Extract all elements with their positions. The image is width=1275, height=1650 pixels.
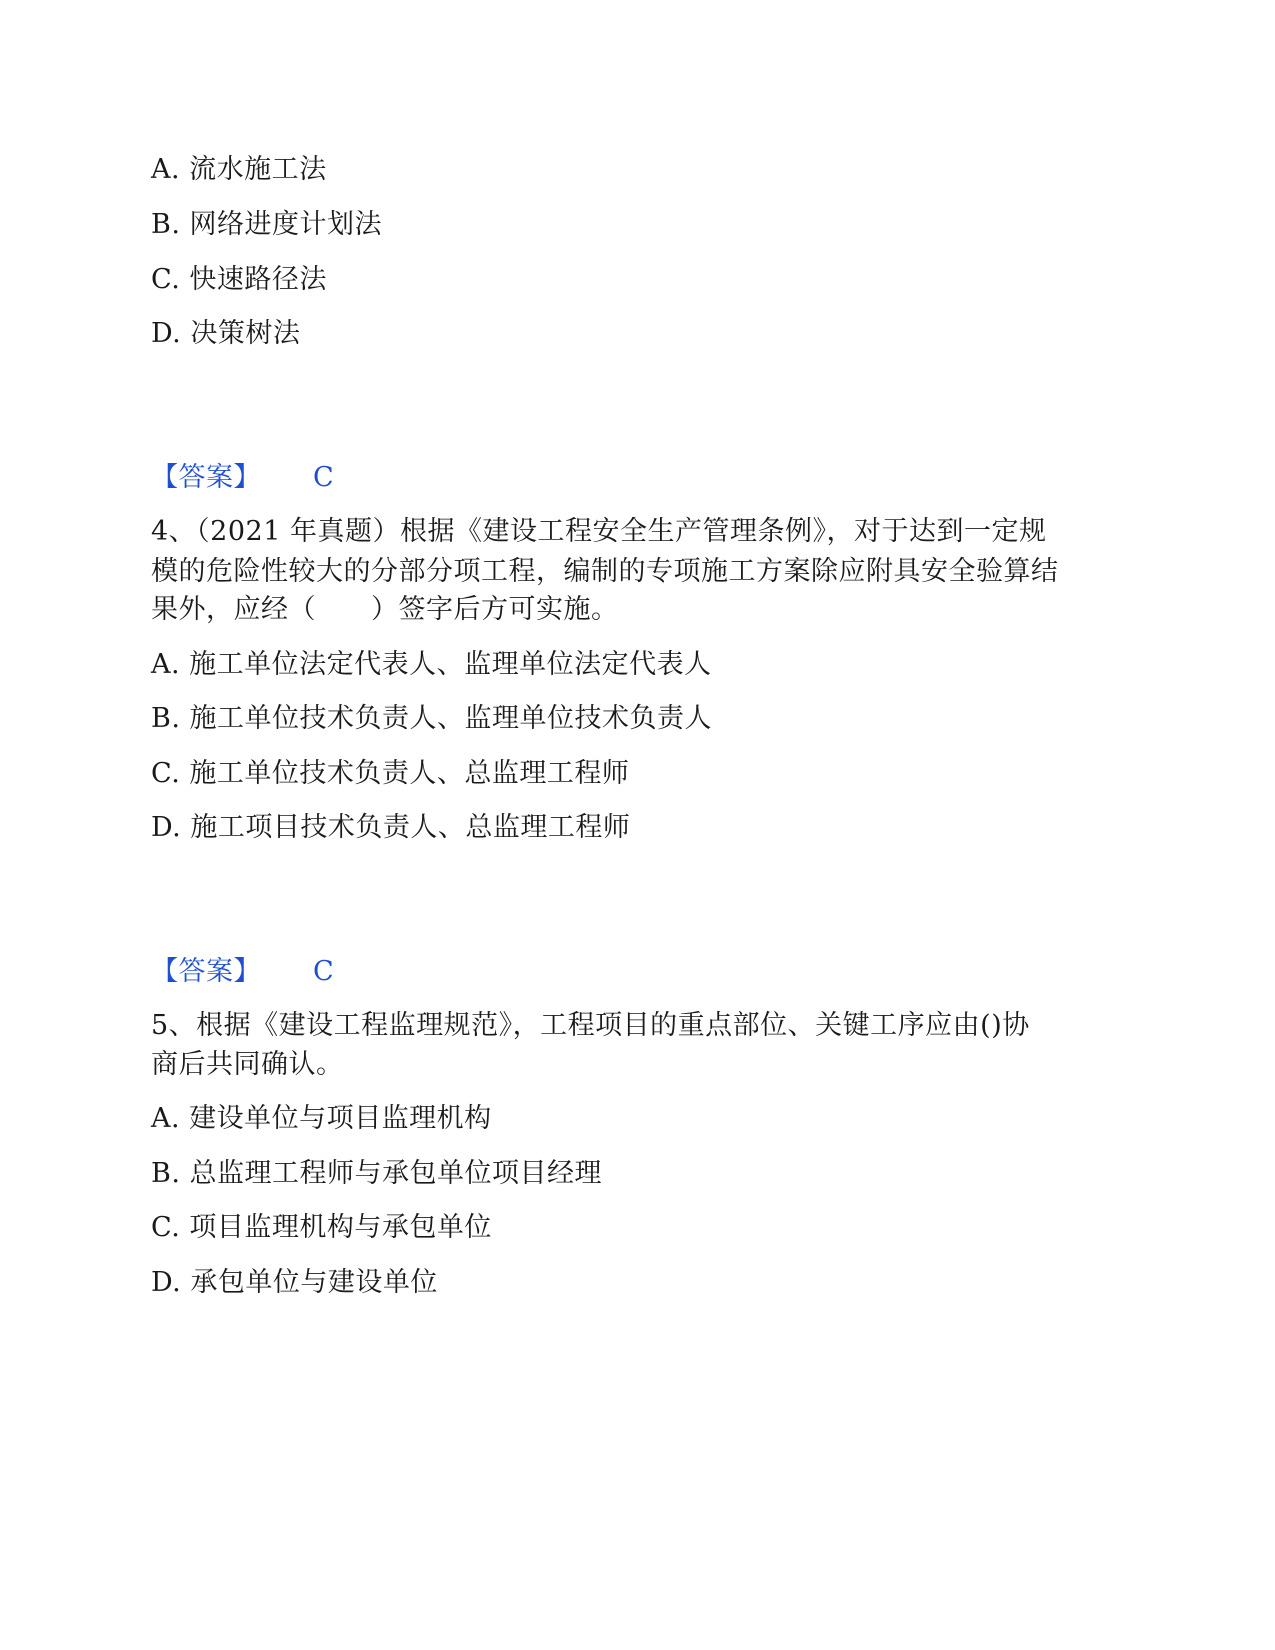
q5-option-b: B. 总监理工程师与承包单位项目经理 [151,1158,603,1189]
q4-option-b: B. 施工单位技术负责人、监理单位技术负责人 [151,703,713,734]
q4-option-a: A. 施工单位法定代表人、监理单位法定代表人 [151,649,712,680]
q4-option-c: C. 施工单位技术负责人、总监理工程师 [151,758,630,789]
question-4-line-2: 模的危险性较大的分部分项工程，编制的专项施工方案除应附具安全验算结 [151,556,1059,587]
question-4-line-1: 4、（2021 年真题）根据《建设工程安全生产管理条例》，对于达到一定规 [151,516,1047,547]
option-c: C. 快速路径法 [151,264,327,295]
q5-option-c: C. 项目监理机构与承包单位 [151,1212,492,1243]
question-4-line-3: 果外，应经（ ）签字后方可实施。 [151,594,619,625]
option-b: B. 网络进度计划法 [151,209,383,240]
answer-value: C [313,462,335,493]
answer-2 [151,952,334,992]
option-d: D. 决策树法 [151,318,301,349]
q5-option-d: D. 承包单位与建设单位 [151,1267,438,1298]
answer-label: 【答案】 [151,462,261,493]
q4-option-d: D. 施工项目技术负责人、总监理工程师 [151,812,631,843]
question-5-line-2: 商后共同确认。 [151,1049,344,1080]
option-a: A. 流水施工法 [151,154,327,185]
answer-1 [151,458,334,498]
answer-value: C [313,956,335,987]
question-5-line-1: 5、根据《建设工程监理规范》，工程项目的重点部位、关键工序应由()协 [151,1010,1030,1041]
q5-option-a: A. 建设单位与项目监理机构 [151,1103,492,1134]
answer-label: 【答案】 [151,956,261,987]
